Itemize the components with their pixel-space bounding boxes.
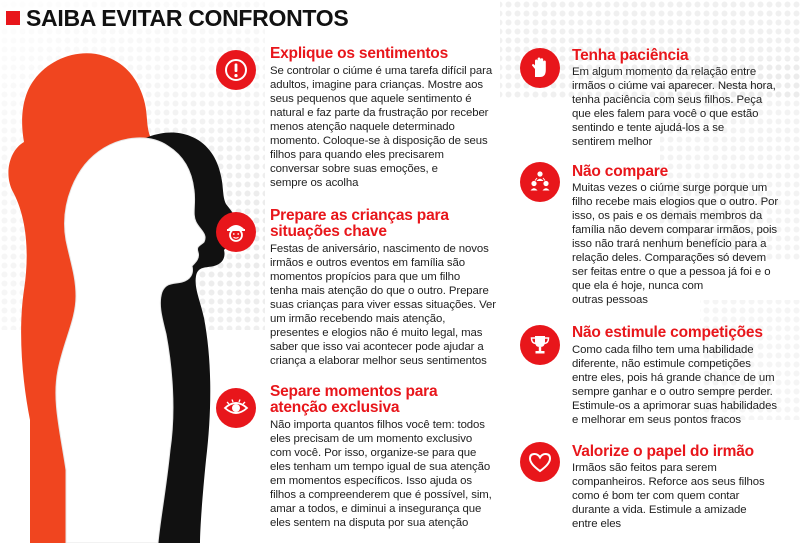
child-face-icon xyxy=(216,212,256,252)
title-square-icon xyxy=(6,11,20,25)
header xyxy=(6,6,348,30)
heading-prepare: Prepare as crianças para situações chave xyxy=(270,207,449,240)
heading-compare: Não compare xyxy=(572,163,668,180)
heading-valorize: Valorize o papel do irmão xyxy=(572,443,754,460)
body-separe: Não importa quantos filhos você tem: todos eles precisam de um momento exclusivo com você. Por isso, organize-se para que eles tenham um tempo igual de sua atenção em momentos específicos. Isso ajuda os filhos a compreenderem que é possível, sim, amar a todos, e diminui a insegurança que eles sentem na disputa por sua atenção xyxy=(270,419,492,529)
heading-explique: Explique os sentimentos xyxy=(270,45,448,62)
body-prepare: Festas de aniversário, nascimento de novos irmãos e outros eventos em família são momentos propícios para que um filho tenha mais atenção do que o outro. Prepare suas crianças para viver essas situações. Ver um irmão recebendo mais atenção, presentes e elogios não é muito legal, mas saber que isso vai acontecer pode ajudar a criança a elaborar melhor seus sentimentos xyxy=(270,243,496,367)
body-paciencia: Em algum momento da relação entre irmãos o ciúme vai aparecer. Nesta hora, tenha paciência com seus filhos. Peça que eles falem para você o que estão sentindo e tente ajudá-los a se sentirem melhor xyxy=(572,66,776,148)
body-explique: Se controlar o ciúme é uma tarefa difícil para adultos, imagine para crianças. Mostre aos seus pequenos que aquele sentimento é natural e faz parte da frustração por receber menos atenção naquele determinado momento. Coloque-se à disposição de seus filhos para quando eles precisarem conversar sobre suas emoções, e sempre os acolha xyxy=(270,65,493,189)
eye-icon xyxy=(216,388,256,428)
heading-separe: Separe momentos para atenção exclusiva xyxy=(270,383,438,416)
body-compare: Muitas vezes o ciúme surge porque um filho recebe mais elogios que o outro. Por isso, os pais e os demais membros da família não devem comparar irmãos, pois isso não trará nenhum benefício para a relação deles. Comparações só devem ser feitas entre o que a pessoa já foi e o que ela é hoje, nunca com outras pessoas xyxy=(572,182,779,306)
heading-paciencia: Tenha paciência xyxy=(572,47,689,64)
raised-hand-icon xyxy=(520,48,560,88)
body-competicoes: Como cada filho tem uma habilidade diferente, não estimule competições entre eles, pois há grande chance de um sempre ganhar e o outro sempre perder. Estimule-os a aprimorar suas habilidades e melhorar em seus pontos fracos xyxy=(572,344,777,426)
trophy-icon xyxy=(520,325,560,365)
body-valorize: Irmãos são feitos para serem companheiros. Reforce aos seus filhos como é bom ter com quem contar durante a vida. Estimule a amizade entre eles xyxy=(572,462,765,530)
heart-icon xyxy=(520,442,560,482)
page-title: SAIBA EVITAR CONFRONTOS xyxy=(26,5,349,31)
heading-competicoes: Não estimule competições xyxy=(572,324,763,341)
people-group-icon xyxy=(520,162,560,202)
exclamation-icon xyxy=(216,50,256,90)
